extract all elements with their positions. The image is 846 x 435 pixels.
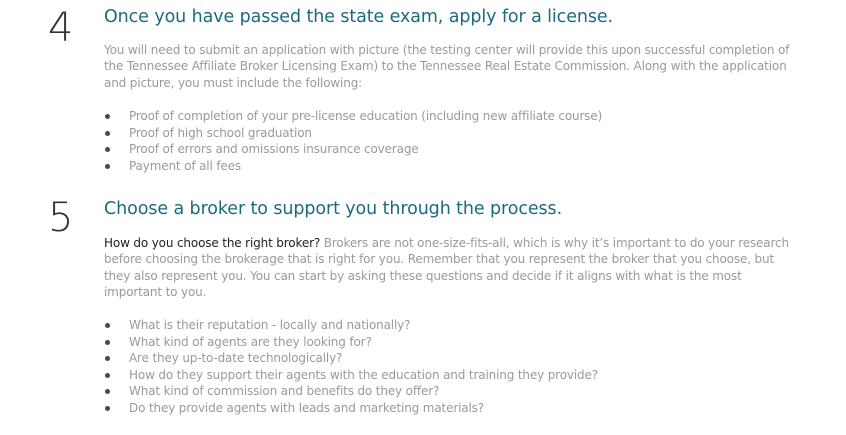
questions-list — [104, 317, 598, 417]
list-item-text: Are they up-to-date technologically? — [129, 351, 343, 366]
requirements-list — [104, 108, 602, 174]
step-title: Once you have passed the state exam, apply for a license. — [104, 7, 614, 27]
list-item-text: What is their reputation - locally and nationally? — [129, 318, 411, 332]
list-item-text: What kind of agents are they looking for? — [129, 334, 372, 349]
bullet-dot-icon — [105, 323, 110, 328]
list-item — [104, 334, 598, 351]
bullet-dot-icon — [105, 373, 110, 378]
lead-question: How do you choose the right broker? — [104, 236, 321, 250]
list-item — [104, 125, 602, 142]
bullet-dot-icon — [105, 131, 110, 136]
list-item-text: Do they provide agents with leads and marketing materials? — [129, 400, 484, 415]
step-paragraph: You will need to submit an application with picture (the testing center will provide this upon successful completion of the Tennessee Affiliate Broker Licensing Exam) to the Tennessee Real Estate Commission. Along with the application and picture, you must include the following: — [104, 43, 790, 90]
list-item — [104, 141, 602, 158]
list-item-text: Proof of errors and omissions insurance coverage — [129, 142, 419, 157]
list-item — [104, 383, 598, 400]
bullet-dot-icon — [105, 389, 110, 394]
list-item — [104, 158, 602, 175]
bullet-dot-icon — [105, 340, 110, 345]
list-item — [104, 317, 598, 334]
list-item-text: Proof of completion of your pre-license education (including new affiliate course) — [129, 109, 603, 123]
step-number: 4 — [48, 5, 74, 51]
bullet-dot-icon — [105, 406, 110, 411]
list-item-text: What kind of commission and benefits do they offer? — [129, 384, 440, 399]
bullet-dot-icon — [105, 147, 110, 152]
paragraph-body: Brokers are not one-size-fits-all, which is why it’s important to do your research before choosing the brokerage that is right for you. Remember that you represent the broker that you choose, but they also represent you. You can start by asking these questions and decide if it aligns with what is the most important to you. — [104, 236, 789, 300]
step-number: 5 — [48, 195, 74, 241]
list-item — [104, 400, 598, 417]
list-item-text: How do they support their agents with the education and training they provide? — [129, 367, 598, 382]
bullet-dot-icon — [105, 164, 110, 169]
step-paragraph — [104, 235, 794, 301]
list-item — [104, 350, 598, 367]
bullet-dot-icon — [105, 114, 110, 119]
step-title: Choose a broker to support you through the process. — [104, 199, 563, 219]
bullet-dot-icon — [105, 356, 110, 361]
list-item — [104, 367, 598, 384]
list-item — [104, 108, 602, 125]
list-item-text: Proof of high school graduation — [129, 125, 312, 140]
list-item-text: Payment of all fees — [129, 158, 241, 173]
